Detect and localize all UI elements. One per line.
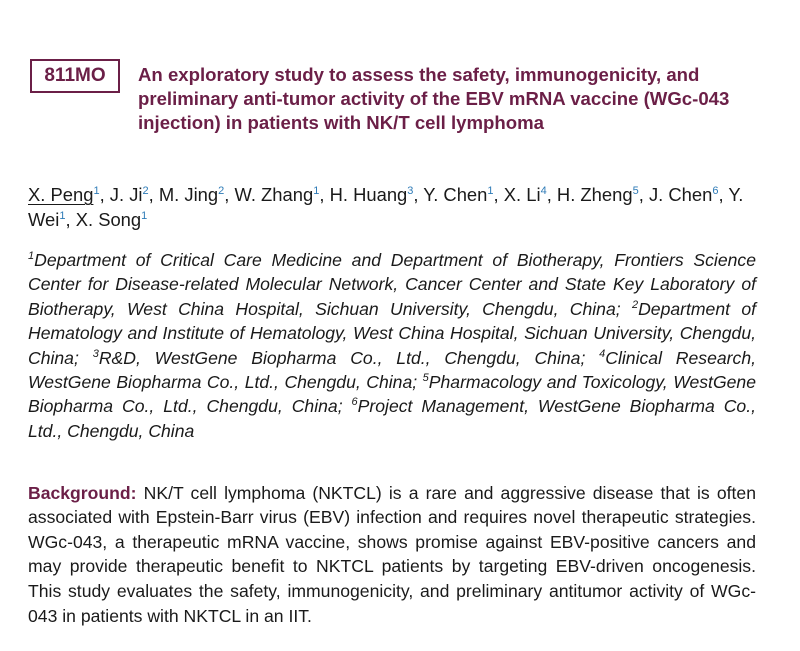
background-text: NK/T cell lymphoma (NKTCL) is a rare and aggressive disease that is often associated with Epstein-Barr virus (EBV) infection and requires novel therapeutic strategies. WGc-043, a therapeutic mRNA vaccine, shows promise against EBV-positive cancers and may provide therapeutic benefit to NKTCL patients by targeting EBV-driven oncogenesis. This study evaluates the safety, immunogenicity, and preliminary antitumor activity of WGc-043 in patients with NKTCL in an IIT. [28,482,756,626]
author [504,184,557,205]
affiliation-text: Department of Critical Care Medicine and Department of Biotherapy, Frontiers Science Center for Disease-related Molecular Network, Cancer Center and State Key Laboratory of Biotherapy, West China Hospital, Sichuan University, Chengdu, China; [28,250,756,319]
affiliation-text: Clinical Research, WestGene Biopharma Co., Ltd., Chengdu, China; [28,347,756,393]
author-name: J. Chen [648,184,713,205]
author-affiliation-number: 6 [712,184,719,197]
author-separator: , [319,184,330,205]
author-name: H. Zheng [556,184,633,205]
abstract-code-badge [30,59,120,93]
author [235,184,330,205]
abstract-code: 811MO [44,65,106,86]
author-name: Y. Chen [423,184,488,205]
background-label: Background: [28,482,137,503]
affiliation-text: Department of Hematology and Institute of Hematology, West China Hospital, Sichuan University, Chengdu, China; [28,298,757,368]
author-separator: , [493,184,504,205]
author-affiliation-number: 4 [540,184,547,197]
author-affiliation-number: 2 [218,184,225,197]
affiliation-number: 3 [92,347,99,360]
author-affiliation-number: 1 [93,184,100,197]
author [159,184,235,205]
author [110,184,159,205]
author-affiliation-number: 1 [59,209,66,222]
author-affiliation-number: 5 [632,184,639,197]
author [76,209,148,230]
author [28,184,110,205]
affiliation-number: 1 [28,250,35,263]
author-separator: , [546,184,557,205]
author-name: X. Li [503,184,541,205]
abstract-title: An exploratory study to assess the safety, immunogenicity, and preliminary anti-tumor activity of the EBV mRNA vaccine (WGc-043 injection) in patients with NK/T cell lymphoma [138,64,730,133]
author-list [28,182,768,232]
author-separator: , [718,184,729,205]
author-name: X. Peng [28,184,94,205]
background-section [28,481,756,629]
author-separator: , [638,184,649,205]
author-name: X. Song [75,209,142,230]
affiliation-text: Pharmacology and Toxicology, WestGene Biopharma Co., Ltd., Chengdu, China; [28,372,756,417]
author-affiliation-number: 1 [141,209,148,222]
author [557,184,649,205]
author-name: H. Huang [329,184,408,205]
author-affiliation-number: 2 [142,184,149,197]
author [330,184,424,205]
affiliation-number: 2 [631,298,639,311]
affiliation-number: 5 [422,372,429,385]
author-separator: , [148,184,159,205]
author [649,184,728,205]
affiliation-text: Project Management, WestGene Biopharma Co., Ltd., Chengdu, China [28,396,756,441]
author-separator: , [413,184,424,205]
author-affiliation-number: 1 [313,184,320,197]
author-separator: , [99,184,110,205]
author-name: M. Jing [158,184,219,205]
author-name: Y. Wei [28,184,744,230]
affiliation-text: R&D, WestGene Biopharma Co., Ltd., Chengdu, China; [98,347,600,368]
author-name: J. Ji [109,184,143,205]
affiliation-list [28,248,756,443]
author-affiliation-number: 3 [407,184,414,197]
author-affiliation-number: 1 [487,184,494,197]
author-name: W. Zhang [234,184,314,205]
author [423,184,503,205]
affiliation-number: 4 [599,347,606,360]
author-separator: , [65,209,76,230]
author-separator: , [224,184,235,205]
affiliation-number: 6 [351,396,358,409]
